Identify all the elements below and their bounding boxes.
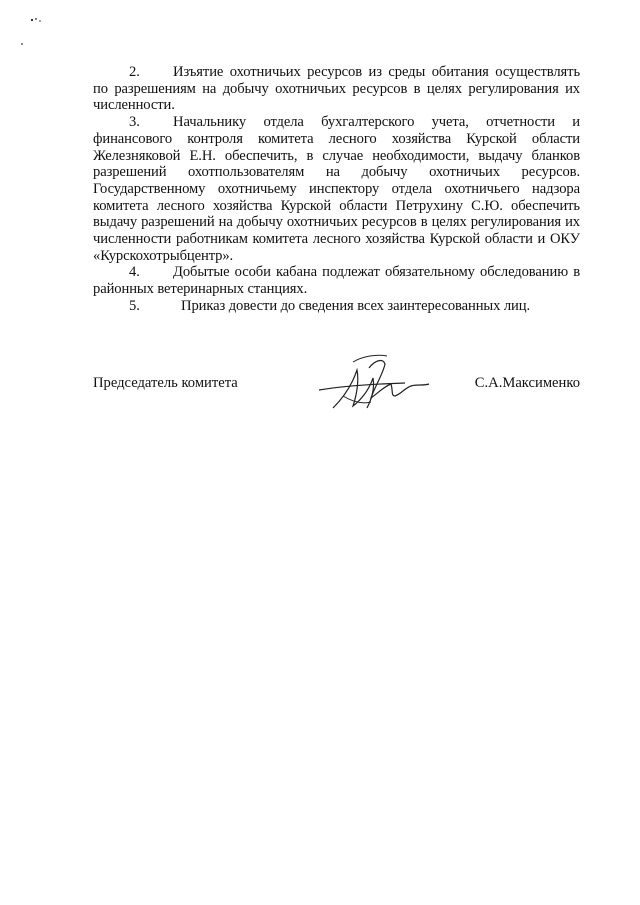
paragraph-number: 3. — [129, 114, 140, 131]
paragraph-number: 4. — [129, 264, 140, 281]
handwritten-signature — [313, 350, 443, 420]
scan-artifact-marks — [12, 14, 52, 54]
document-body — [93, 64, 580, 315]
signatory-role: Председатель комитета — [93, 375, 238, 391]
paragraph-text: Приказ довести до сведения всех заинтересованных лиц. — [181, 297, 531, 314]
signatory-name: С.А.Максименко — [474, 375, 580, 391]
paragraph-4 — [93, 264, 580, 297]
paragraph-number: 2. — [129, 64, 140, 80]
paragraph-2 — [93, 64, 580, 114]
paragraph-text: Добытые особи кабана подлежат обязательному обследованию в районных ветеринарных станциях. — [93, 264, 580, 298]
paragraph-number: 5. — [129, 297, 140, 314]
paragraph-text: Изъятие охотничьих ресурсов из среды обитания осуществлять по разрешениям на добычу охотничьих ресурсов в целях регулирования их численности. — [93, 64, 580, 114]
signature-block — [93, 372, 580, 432]
paragraph-3 — [93, 114, 580, 264]
paragraph-5 — [93, 298, 580, 315]
paragraph-text: Начальнику отдела бухгалтерского учета, отчетности и финансового контроля комитета лесного хозяйства Курской области Железняковой Е.Н. обеспечить, в случае необходимости, выдачу бланков разрешений охотпользователям на добычу охотничьих ресурсов. Государственному охотничьему инспектору отдела охотничьего надзора комитета лесного хозяйства Курской области Петрухину С.Ю. обеспечить выдачу разрешений на добычу охотничьих ресурсов в целях регулирования их численности работникам комитета лесного хозяйства Курской области и ОКУ «Курскохотрыбцентр». — [93, 114, 580, 264]
